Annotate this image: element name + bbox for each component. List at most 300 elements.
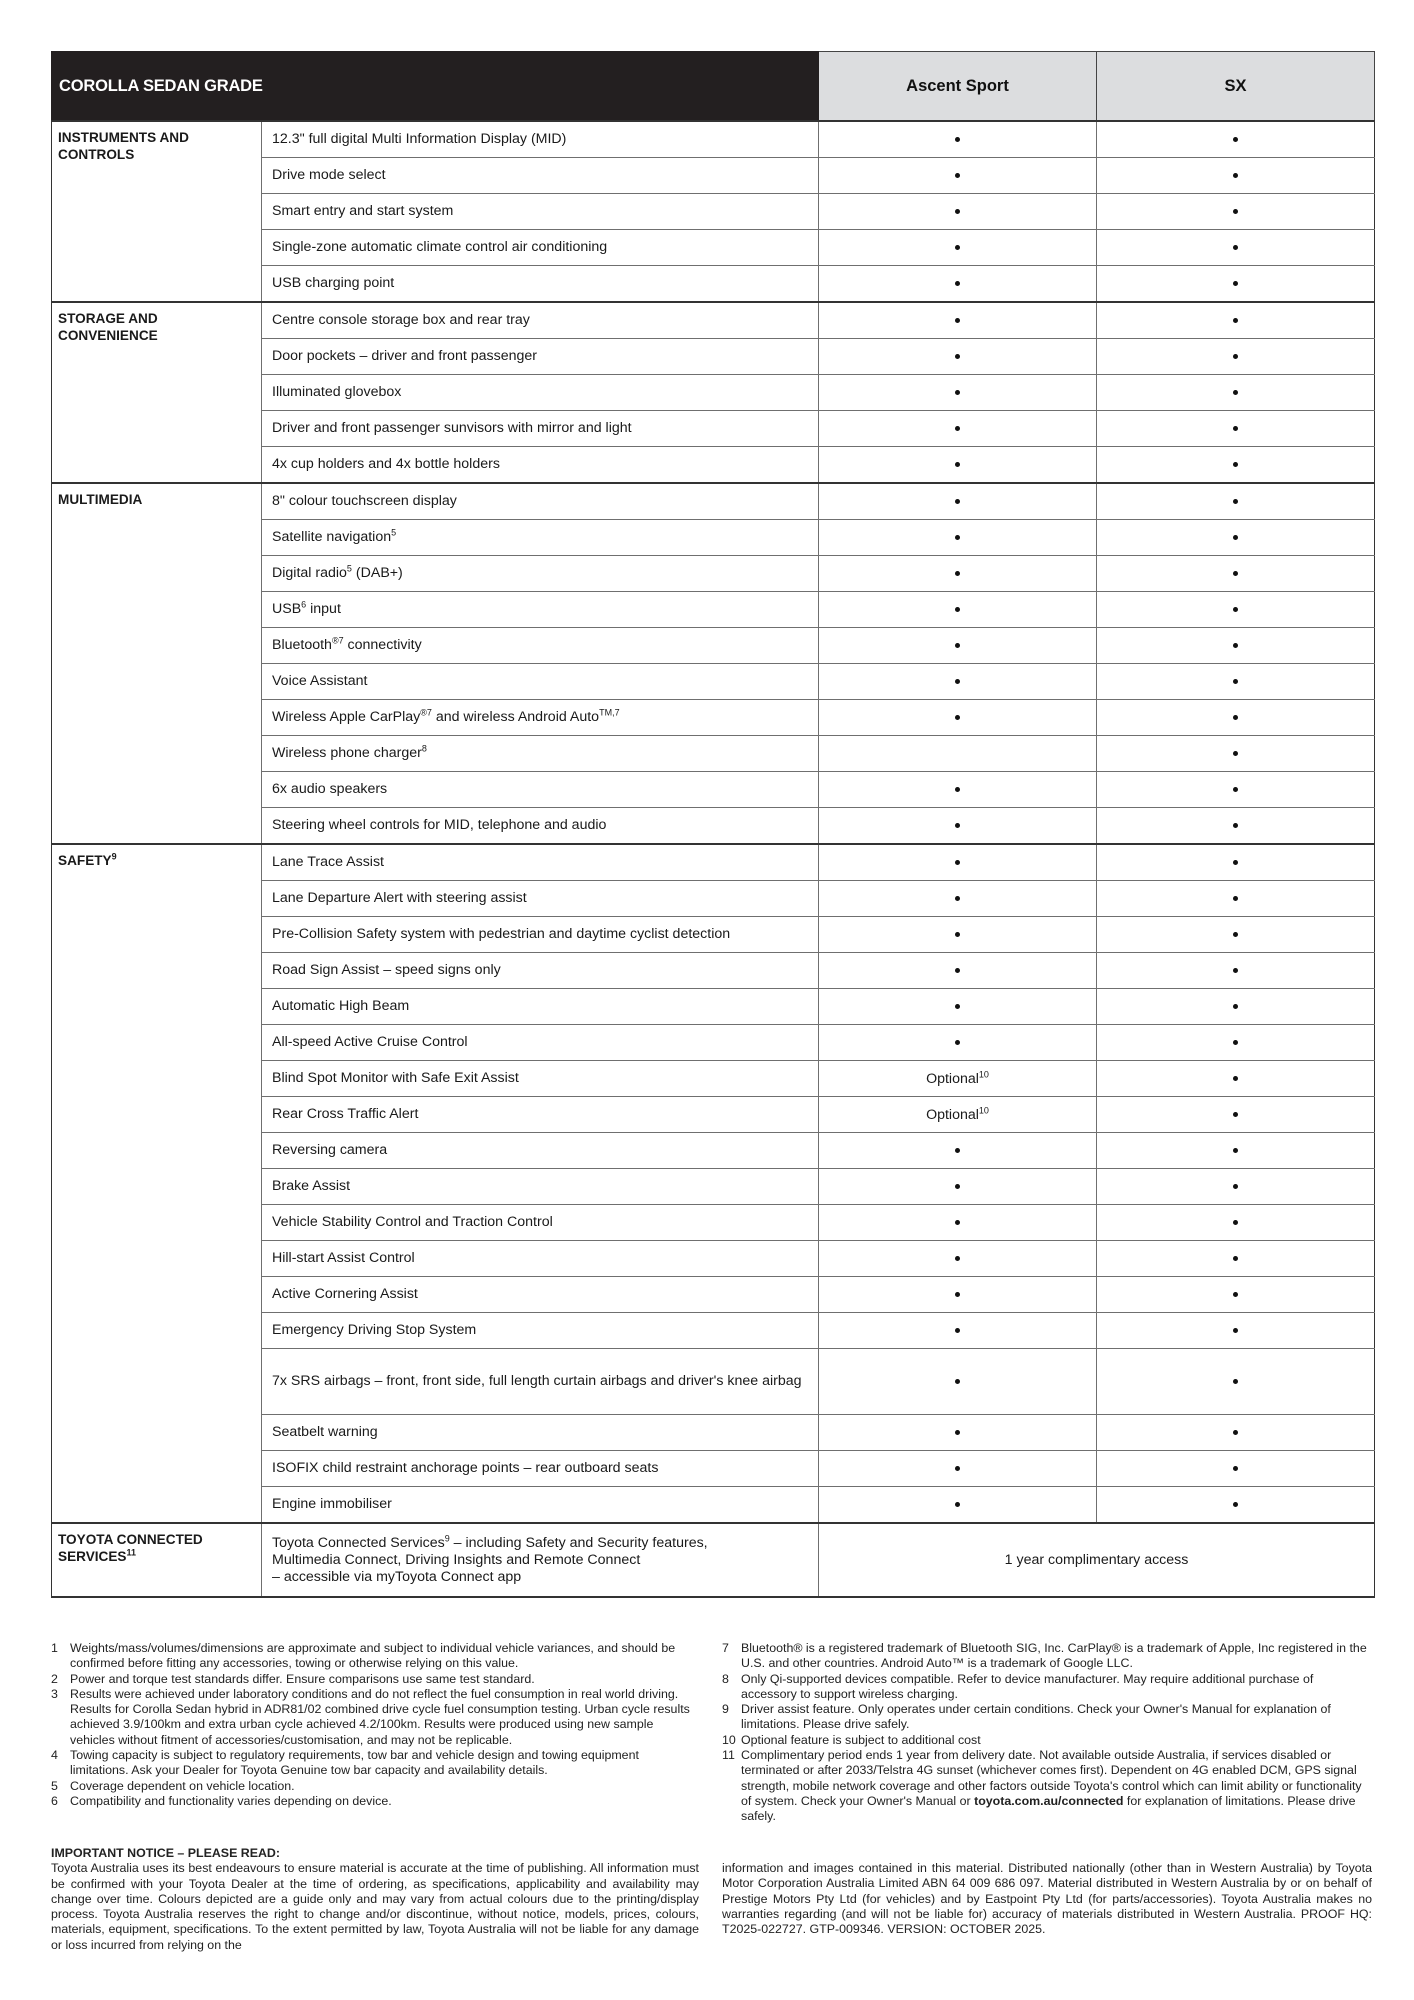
standard-bullet-icon xyxy=(1233,1328,1238,1333)
feature-cell xyxy=(262,520,819,556)
standard-bullet-icon xyxy=(1233,462,1238,467)
feature-footnote-ref: 5 xyxy=(346,563,352,574)
footnote xyxy=(722,1733,1372,1748)
footnote-number: 5 xyxy=(51,1778,58,1793)
category-label: INSTRUMENTS AND CONTROLS xyxy=(58,130,189,162)
value-cell-sx xyxy=(1097,1097,1375,1133)
standard-bullet-icon xyxy=(1233,1220,1238,1225)
footnote-text xyxy=(741,1733,1372,1748)
grade-header-ascent-sport: Ascent Sport xyxy=(819,52,1097,122)
footnote xyxy=(51,1779,691,1794)
standard-bullet-icon xyxy=(1233,245,1238,250)
feature-suffix-footnote-ref: TM,7 xyxy=(599,707,620,718)
feature-label: Active Cornering Assist xyxy=(272,1286,418,1302)
footnote xyxy=(51,1672,691,1687)
feature-label: All-speed Active Cruise Control xyxy=(272,1034,468,1050)
footnote-number: 3 xyxy=(51,1686,58,1701)
feature-cell xyxy=(262,1241,819,1277)
footnote-body: Towing capacity is subject to regulatory requirements, tow bar and vehicle design and towing equipment limitations. Ask your Dealer for Toyota Genuine tow bar capacity and availability details. xyxy=(70,1748,639,1778)
standard-bullet-icon xyxy=(955,1004,960,1009)
value-cell-sx xyxy=(1097,808,1375,845)
notice-body-right: information and images contained in this material. Distributed nationally (other than in Western Australia) by Toyota Motor Corporation Australia Limited ABN 64 009 686 097. Material distributed in Western Australia by or on behalf of Prestige Motors Pty Ltd (for vehicles) and by Eastpoint Pty Ltd (for parts/accessories). Toyota Australia makes no warranties regarding (and will not be liable for) accuracy of materials distributed in Western Australia. PROOF HQ: T2025-022727. GTP-009346. VERSION: OCTOBER 2025. xyxy=(722,1861,1372,1937)
feature-label-suffix: input xyxy=(306,601,341,617)
feature-cell xyxy=(262,375,819,411)
feature-line-3: – accessible via myToyota Connect app xyxy=(272,1568,522,1585)
feature-footnote-ref: 8 xyxy=(421,743,427,754)
feature-cell xyxy=(262,808,819,845)
standard-bullet-icon xyxy=(1233,1466,1238,1471)
value-cell-sx xyxy=(1097,953,1375,989)
important-notice xyxy=(51,1846,699,1953)
standard-bullet-icon xyxy=(1233,354,1238,359)
feature-label: 8" colour touchscreen display xyxy=(272,493,457,509)
footnote-number: 7 xyxy=(722,1641,729,1655)
value-cell-sx xyxy=(1097,1169,1375,1205)
standard-bullet-icon xyxy=(955,1148,960,1153)
value-cell-sx xyxy=(1097,339,1375,375)
standard-bullet-icon xyxy=(955,1256,960,1261)
standard-bullet-icon xyxy=(955,462,960,467)
footnote-text xyxy=(741,1672,1372,1703)
grade-header-sx: SX xyxy=(1097,52,1375,122)
feature-cell xyxy=(262,736,819,772)
footnote-text xyxy=(70,1641,691,1672)
feature-line-2: Multimedia Connect, Driving Insights and Remote Connect xyxy=(272,1551,641,1568)
feature-cell xyxy=(262,266,819,303)
standard-bullet-icon xyxy=(1233,607,1238,612)
standard-bullet-icon xyxy=(955,1466,960,1471)
feature-label-suffix: connectivity xyxy=(343,637,422,653)
value-cell-sx xyxy=(1097,1133,1375,1169)
feature-label: Illuminated glovebox xyxy=(272,384,402,400)
value-cell-ascent-sport xyxy=(819,1349,1097,1415)
value-cell-ascent-sport xyxy=(819,989,1097,1025)
feature-label: Lane Trace Assist xyxy=(272,854,384,870)
feature-cell xyxy=(262,1451,819,1487)
value-cell-ascent-sport xyxy=(819,1241,1097,1277)
feature-cell xyxy=(262,1487,819,1524)
standard-bullet-icon xyxy=(1233,173,1238,178)
standard-bullet-icon xyxy=(955,1220,960,1225)
category-cell xyxy=(52,844,262,1523)
feature-cell xyxy=(262,302,819,339)
standard-bullet-icon xyxy=(955,499,960,504)
footnote-number: 10 xyxy=(722,1732,736,1747)
value-cell-ascent-sport xyxy=(819,628,1097,664)
feature-cell xyxy=(262,1097,819,1133)
value-cell-sx xyxy=(1097,628,1375,664)
standard-bullet-icon xyxy=(1233,679,1238,684)
standard-bullet-icon xyxy=(955,173,960,178)
feature-cell xyxy=(262,483,819,520)
feature-cell xyxy=(262,592,819,628)
header-spacer xyxy=(262,52,819,122)
footnote-body: Results were achieved under laboratory conditions and do not reflect the fuel consumption in real world driving. Results for Corolla Sedan hybrid in ADR81/02 combined drive cycle fuel consumption testing. Urban cycle results achieved 3.9/100km and extra urban cycle achieved 4.2/100km. Results were produced using new sample vehicles without fitment of accessories/customisation, and may not be replicable. xyxy=(70,1686,690,1747)
feature-label: Digital radio xyxy=(272,565,347,581)
feature-label: Road Sign Assist – speed signs only xyxy=(272,962,501,978)
feature-cell xyxy=(262,1523,819,1597)
feature-footnote-ref: 5 xyxy=(391,527,397,538)
feature-footnote-ref: 6 xyxy=(301,599,307,610)
standard-bullet-icon xyxy=(1233,1004,1238,1009)
footnote xyxy=(51,1748,691,1779)
feature-footnote-ref: ®7 xyxy=(331,635,344,646)
feature-label: Satellite navigation xyxy=(272,529,392,545)
spec-table xyxy=(51,51,1375,1598)
standard-bullet-icon xyxy=(955,1292,960,1297)
feature-label-suffix: (DAB+) xyxy=(351,565,403,581)
standard-bullet-icon xyxy=(955,571,960,576)
feature-cell xyxy=(262,411,819,447)
standard-bullet-icon xyxy=(1233,643,1238,648)
standard-bullet-icon xyxy=(1233,896,1238,901)
standard-bullet-icon xyxy=(1233,281,1238,286)
value-cell-sx xyxy=(1097,1205,1375,1241)
standard-bullet-icon xyxy=(1233,571,1238,576)
standard-bullet-icon xyxy=(955,860,960,865)
standard-bullet-icon xyxy=(955,426,960,431)
footnote-body: Optional feature is subject to additional cost xyxy=(741,1732,981,1747)
feature-cell xyxy=(262,1025,819,1061)
optional-label: Optional xyxy=(926,1106,979,1123)
standard-bullet-icon xyxy=(955,1430,960,1435)
footnote-body: Power and torque test standards differ. Ensure comparisons use same test standard. xyxy=(70,1671,535,1686)
value-cell-sx xyxy=(1097,989,1375,1025)
feature-label: 12.3" full digital Multi Information Display (MID) xyxy=(272,131,567,147)
feature-footnote-ref: 9 xyxy=(444,1532,450,1543)
value-cell-sx xyxy=(1097,881,1375,917)
feature-cell xyxy=(262,447,819,484)
category-cell xyxy=(52,121,262,302)
value-cell-ascent-sport xyxy=(819,556,1097,592)
category-label: TOYOTA CONNECTED SERVICES xyxy=(58,1532,203,1564)
standard-bullet-icon xyxy=(1233,390,1238,395)
standard-bullet-icon xyxy=(955,787,960,792)
feature-cell xyxy=(262,230,819,266)
footnote-number: 11 xyxy=(722,1748,735,1763)
feature-label: 4x cup holders and 4x bottle holders xyxy=(272,456,500,472)
footnote-body: Bluetooth® is a registered trademark of Bluetooth SIG, Inc. CarPlay® is a trademark of Apple, Inc registered in the U.S. and other countries. Android Auto™ is a trademark of Google LLC. xyxy=(741,1641,1367,1671)
value-cell-sx xyxy=(1097,917,1375,953)
standard-bullet-icon xyxy=(1233,932,1238,937)
standard-bullet-icon xyxy=(955,715,960,720)
value-cell-ascent-sport xyxy=(819,808,1097,845)
feature-label: USB charging point xyxy=(272,275,395,291)
value-cell-ascent-sport xyxy=(819,339,1097,375)
standard-bullet-icon xyxy=(1233,318,1238,323)
value-cell-sx xyxy=(1097,121,1375,158)
value-cell-ascent-sport xyxy=(819,483,1097,520)
value-cell-sx xyxy=(1097,592,1375,628)
value-cell-ascent-sport xyxy=(819,844,1097,881)
feature-cell xyxy=(262,700,819,736)
footnote-body: Coverage dependent on vehicle location. xyxy=(70,1778,295,1793)
feature-cell xyxy=(262,953,819,989)
standard-bullet-icon xyxy=(955,390,960,395)
optional-footnote-ref: 10 xyxy=(978,1068,989,1079)
value-cell-ascent-sport xyxy=(819,1133,1097,1169)
value-cell-ascent-sport xyxy=(819,592,1097,628)
value-cell-ascent-sport xyxy=(819,1277,1097,1313)
standard-bullet-icon xyxy=(1233,1292,1238,1297)
feature-label: Blind Spot Monitor with Safe Exit Assist xyxy=(272,1070,519,1086)
feature-label: Seatbelt warning xyxy=(272,1424,378,1440)
feature-label: 7x SRS airbags – front, front side, full length curtain airbags and driver's knee airbag xyxy=(272,1373,802,1389)
value-cell-ascent-sport xyxy=(819,664,1097,700)
standard-bullet-icon xyxy=(955,137,960,142)
value-cell-ascent-sport xyxy=(819,1205,1097,1241)
standard-bullet-icon xyxy=(1233,209,1238,214)
standard-bullet-icon xyxy=(1233,787,1238,792)
value-cell-ascent-sport xyxy=(819,520,1097,556)
feature-cell xyxy=(262,844,819,881)
optional-label: Optional xyxy=(926,1070,979,1087)
feature-label: Driver and front passenger sunvisors with mirror and light xyxy=(272,420,632,436)
standard-bullet-icon xyxy=(1233,1379,1238,1384)
feature-label: ISOFIX child restraint anchorage points – rear outboard seats xyxy=(272,1460,659,1476)
connected-services-row xyxy=(52,1523,1375,1597)
feature-label: Rear Cross Traffic Alert xyxy=(272,1106,419,1122)
feature-cell xyxy=(262,1133,819,1169)
value-cell-sx xyxy=(1097,1349,1375,1415)
category-label: STORAGE AND CONVENIENCE xyxy=(58,311,158,343)
value-cell-ascent-sport xyxy=(819,953,1097,989)
value-cell-sx xyxy=(1097,1415,1375,1451)
feature-label: Engine immobiliser xyxy=(272,1496,392,1512)
value-cell-ascent-sport xyxy=(819,772,1097,808)
value-cell-sx xyxy=(1097,483,1375,520)
feature-label: Emergency Driving Stop System xyxy=(272,1322,477,1338)
standard-bullet-icon xyxy=(955,679,960,684)
standard-bullet-icon xyxy=(1233,1112,1238,1117)
standard-bullet-icon xyxy=(955,1379,960,1384)
feature-label: Automatic High Beam xyxy=(272,998,410,1014)
feature-label: Pre-Collision Safety system with pedestrian and daytime cyclist detection xyxy=(272,926,731,942)
footnote-number: 8 xyxy=(722,1671,729,1686)
notice-title: IMPORTANT NOTICE – PLEASE READ: xyxy=(51,1846,281,1860)
footnote-text xyxy=(741,1702,1372,1733)
feature-label-suffix: – including Safety and Security features, xyxy=(449,1534,708,1551)
value-cell-ascent-sport xyxy=(819,1487,1097,1524)
value-cell-ascent-sport xyxy=(819,121,1097,158)
value-cell-sx xyxy=(1097,844,1375,881)
standard-bullet-icon xyxy=(1233,1076,1238,1081)
value-cell-ascent-sport xyxy=(819,1169,1097,1205)
feature-cell xyxy=(262,556,819,592)
value-cell-sx xyxy=(1097,1313,1375,1349)
feature-cell xyxy=(262,772,819,808)
footnote-number: 6 xyxy=(51,1793,58,1808)
value-cell-sx xyxy=(1097,520,1375,556)
standard-bullet-icon xyxy=(955,535,960,540)
value-cell-ascent-sport xyxy=(819,1415,1097,1451)
standard-bullet-icon xyxy=(955,968,960,973)
footnote-number: 4 xyxy=(51,1748,58,1763)
feature-label-suffix: and wireless Android Auto xyxy=(431,709,600,725)
value-cell-sx xyxy=(1097,411,1375,447)
feature-label: Drive mode select xyxy=(272,167,386,183)
footnote-body: Only Qi-supported devices compatible. Refer to device manufacturer. May require additional purchase of accessory to support wireless charging. xyxy=(741,1671,1314,1701)
standard-bullet-icon xyxy=(955,354,960,359)
footnote-text xyxy=(70,1779,691,1794)
value-cell-sx xyxy=(1097,1487,1375,1524)
category-footnote-ref: 9 xyxy=(111,851,117,862)
standard-bullet-icon xyxy=(955,932,960,937)
table-title: COROLLA SEDAN GRADE xyxy=(52,52,262,122)
standard-bullet-icon xyxy=(1233,426,1238,431)
standard-bullet-icon xyxy=(955,245,960,250)
value-cell-sx xyxy=(1097,736,1375,772)
connected-services-value xyxy=(819,1523,1375,1597)
feature-cell xyxy=(262,1169,819,1205)
standard-bullet-icon xyxy=(1233,860,1238,865)
feature-label: Bluetooth xyxy=(272,637,332,653)
table-row xyxy=(52,121,1375,158)
standard-bullet-icon xyxy=(955,1502,960,1507)
category-footnote-ref: 11 xyxy=(126,1547,137,1558)
standard-bullet-icon xyxy=(1233,823,1238,828)
value-cell-sx xyxy=(1097,302,1375,339)
feature-cell xyxy=(262,881,819,917)
feature-cell xyxy=(262,1061,819,1097)
footnote-text xyxy=(741,1748,1372,1824)
value-cell-ascent-sport xyxy=(819,411,1097,447)
standard-bullet-icon xyxy=(955,607,960,612)
feature-cell xyxy=(262,1415,819,1451)
value-cell-ascent-sport xyxy=(819,1451,1097,1487)
value-cell-ascent-sport xyxy=(819,302,1097,339)
footnote xyxy=(51,1687,691,1748)
value-cell-ascent-sport xyxy=(819,375,1097,411)
value-cell-sx xyxy=(1097,772,1375,808)
footnote xyxy=(722,1748,1372,1824)
feature-label: Hill-start Assist Control xyxy=(272,1250,415,1266)
feature-cell xyxy=(262,917,819,953)
value-cell-sx xyxy=(1097,375,1375,411)
standard-bullet-icon xyxy=(1233,715,1238,720)
value-cell-sx xyxy=(1097,1025,1375,1061)
value-cell-sx xyxy=(1097,447,1375,484)
footnote-body: Complimentary period ends 1 year from delivery date. Not available outside Australia, if services disabled or terminated or after 2033/Telstra 4G sunset (whichever comes first). Dependent on 4G enabled DCM, GPS signal strength, mobile network coverage and other factors outside Toyota's control which can limit ability or functionality of system. Check your Owner's Manual or xyxy=(741,1748,1362,1808)
feature-line-1 xyxy=(272,1532,808,1552)
footnote xyxy=(722,1672,1372,1703)
table-row xyxy=(52,302,1375,339)
standard-bullet-icon xyxy=(955,1184,960,1189)
feature-label: Brake Assist xyxy=(272,1178,351,1194)
feature-cell xyxy=(262,121,819,158)
feature-label: Toyota Connected Services xyxy=(272,1534,445,1551)
value-cell-ascent-sport xyxy=(819,736,1097,772)
footnote-body: Driver assist feature. Only operates under certain conditions. Check your Owner's Manual for explanation of limitations. Please drive safely. xyxy=(741,1702,1331,1732)
value-cell-sx xyxy=(1097,1061,1375,1097)
feature-cell xyxy=(262,194,819,230)
feature-label: Smart entry and start system xyxy=(272,203,454,219)
standard-bullet-icon xyxy=(1233,1040,1238,1045)
standard-bullet-icon xyxy=(1233,535,1238,540)
value-cell-ascent-sport xyxy=(819,194,1097,230)
footnote xyxy=(51,1794,691,1809)
feature-label: Vehicle Stability Control and Traction Control xyxy=(272,1214,553,1230)
table-row xyxy=(52,483,1375,520)
value-cell-sx xyxy=(1097,1241,1375,1277)
value-cell-ascent-sport xyxy=(819,700,1097,736)
footnote-number: 2 xyxy=(51,1671,58,1686)
value-cell-sx xyxy=(1097,266,1375,303)
toyota-connected-link[interactable]: toyota.com.au/connected xyxy=(974,1793,1124,1808)
standard-bullet-icon xyxy=(1233,1256,1238,1261)
standard-bullet-icon xyxy=(955,209,960,214)
notice-body-left: Toyota Australia uses its best endeavours to ensure material is accurate at the time of publishing. All information must be confirmed with your Toyota Dealer at the time of ordering, as specifications, applicability and availability may change over time. Colours depicted are a guide only and may vary from actual colours due to the printing/display process. Toyota Australia reserves the right to change and/or discontinue, without notice, models, prices, colours, materials, equipment, specifications. To the extent permitted by law, Toyota Australia will not be liable for any damage or loss incurred from relying on the xyxy=(51,1861,699,1952)
standard-bullet-icon xyxy=(955,281,960,286)
feature-cell xyxy=(262,1205,819,1241)
footnote-number: 9 xyxy=(722,1702,729,1717)
footnote-body: Compatibility and functionality varies depending on device. xyxy=(70,1793,392,1808)
value-cell-sx xyxy=(1097,1451,1375,1487)
feature-label: Voice Assistant xyxy=(272,673,368,689)
standard-bullet-icon xyxy=(1233,968,1238,973)
footnote xyxy=(722,1641,1372,1672)
value-cell-sx xyxy=(1097,1277,1375,1313)
standard-bullet-icon xyxy=(1233,1502,1238,1507)
standard-bullet-icon xyxy=(955,643,960,648)
standard-bullet-icon xyxy=(955,1328,960,1333)
value-cell-ascent-sport xyxy=(819,230,1097,266)
footnote-text xyxy=(70,1672,691,1687)
footnote-text xyxy=(70,1687,691,1748)
value-cell-sx xyxy=(1097,664,1375,700)
feature-label: Wireless phone charger xyxy=(272,745,422,761)
feature-cell xyxy=(262,1349,819,1415)
footnote-body-after: for explanation of limitations. Please drive safely. xyxy=(741,1793,1356,1824)
value-cell-ascent-sport xyxy=(819,881,1097,917)
standard-bullet-icon xyxy=(955,318,960,323)
standard-bullet-icon xyxy=(1233,1184,1238,1189)
feature-footnote-ref: ®7 xyxy=(420,707,432,718)
category-label: MULTIMEDIA xyxy=(58,492,143,507)
value-cell-ascent-sport xyxy=(819,917,1097,953)
feature-cell xyxy=(262,664,819,700)
feature-cell xyxy=(262,989,819,1025)
value-cell-ascent-sport xyxy=(819,1313,1097,1349)
feature-cell xyxy=(262,1277,819,1313)
value-cell-sx xyxy=(1097,556,1375,592)
footnotes-left xyxy=(51,1641,691,1809)
footnote-text xyxy=(70,1748,691,1779)
feature-label: Reversing camera xyxy=(272,1142,388,1158)
category-cell xyxy=(52,302,262,483)
feature-label: USB xyxy=(272,601,302,617)
feature-label: Door pockets – driver and front passenger xyxy=(272,348,537,364)
footnote-text xyxy=(741,1641,1372,1672)
header-row xyxy=(52,52,1375,122)
feature-label: Wireless Apple CarPlay xyxy=(272,709,421,725)
value-cell-sx xyxy=(1097,194,1375,230)
value-cell-sx xyxy=(1097,158,1375,194)
value-cell-ascent-sport xyxy=(819,158,1097,194)
standard-bullet-icon xyxy=(1233,751,1238,756)
value-cell-ascent-sport xyxy=(819,1097,1097,1133)
value-cell-ascent-sport xyxy=(819,266,1097,303)
value-cell-ascent-sport xyxy=(819,1025,1097,1061)
category-cell xyxy=(52,483,262,844)
feature-label: Centre console storage box and rear tray xyxy=(272,312,530,328)
feature-label: 6x audio speakers xyxy=(272,781,388,797)
table-row xyxy=(52,844,1375,881)
standard-bullet-icon xyxy=(1233,1430,1238,1435)
feature-cell xyxy=(262,628,819,664)
category-label: SAFETY xyxy=(58,853,112,868)
standard-bullet-icon xyxy=(955,823,960,828)
